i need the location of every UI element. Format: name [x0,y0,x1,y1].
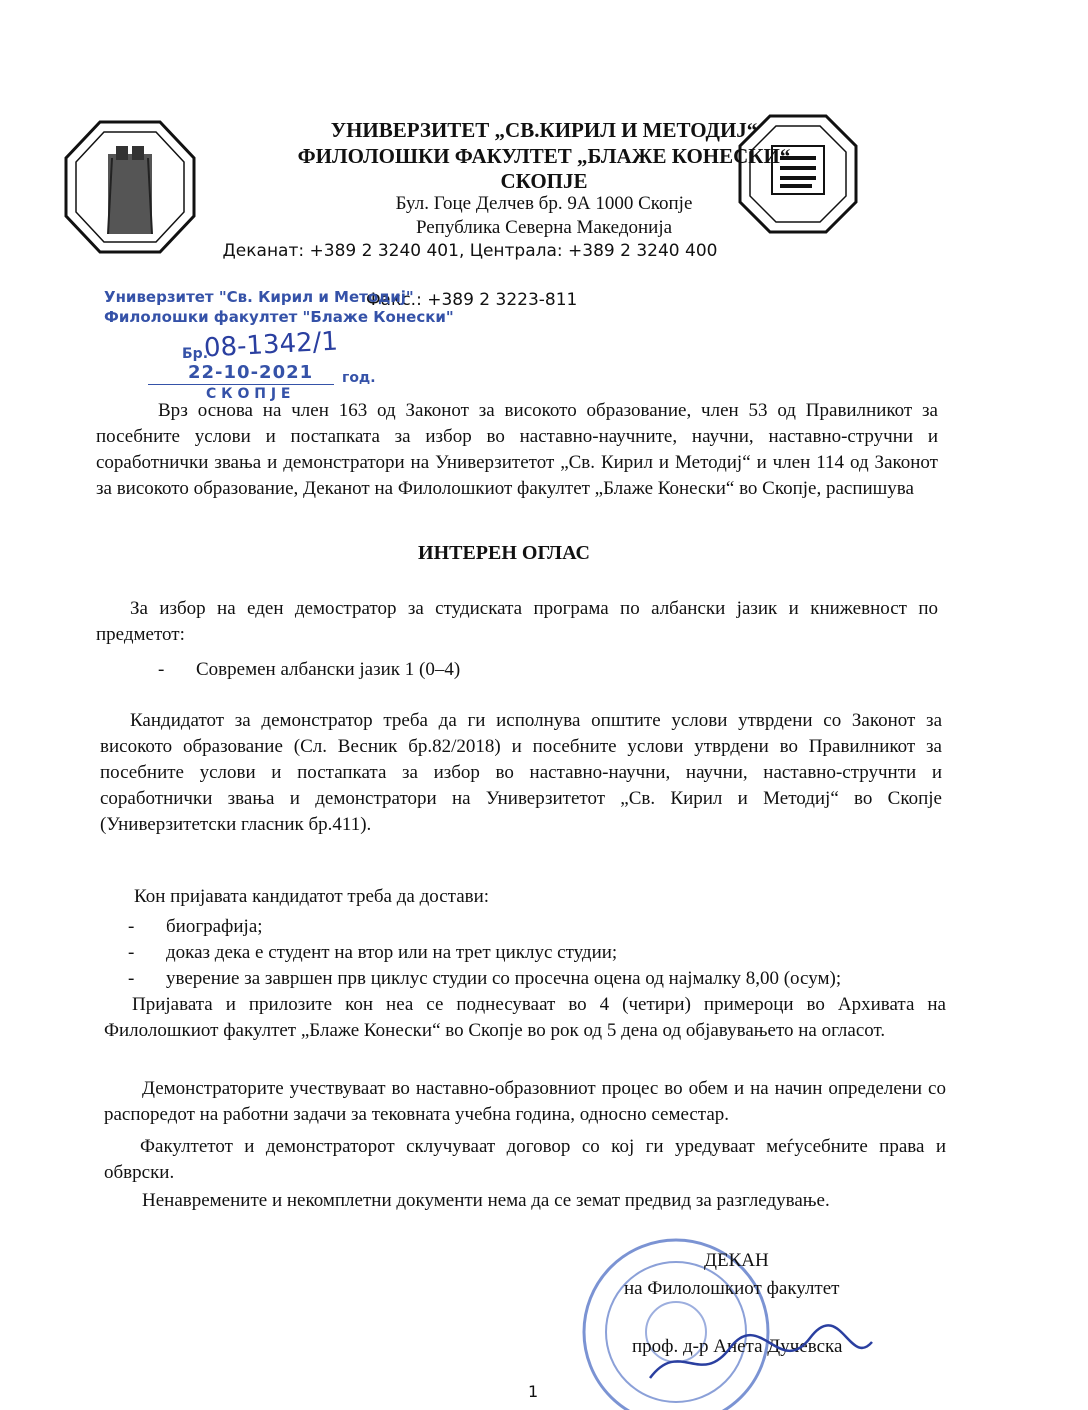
fax-number: Факс.: +389 2 3223-811 [366,290,578,310]
doc-item-text: биографија; [166,916,263,937]
signature-faculty: на Филолошкиот факултет [624,1278,840,1299]
list-item [128,914,263,940]
stamp-line-1: Универзитет "Св. Кирил и Методиј" [104,288,414,306]
subject-item: Современ албански јазик 1 (0–4) [196,659,461,680]
page-number: 1 [528,1382,539,1401]
intro-paragraph: Врз основа на член 163 од Законот за високото образование, член 53 од Правилникот за посебните услови и постапката за избор во наставно-научните, научни, наставно-стручни и соработнички звања и демонстратори на Универзитетот „Св. Кирил и Методиј“ и член 114 од Законот за високото образование, Деканот на Филолошкиот факултет „Блаже Конески“ во Скопје, распишува [96,400,938,499]
city-name: СКОПЈЕ [500,169,588,193]
signature-role: ДЕКАН [704,1250,769,1271]
list-item [128,966,841,992]
faculty-name: ФИЛОЛОШКИ ФАКУЛТЕТ „БЛАЖЕ КОНЕСКИ“ [297,144,791,168]
stamp-date: 22-10-2021 [188,362,314,383]
list-bullet: - [128,916,135,937]
stamp-city: С К О П Ј Е [206,386,291,402]
list-bullet: - [128,942,135,963]
conditions-paragraph: Кандидатот за демонстратор треба да ги исполнува општите услови утврдени со Законот за високото образование (Сл. Весник бр.82/2018) и посебните услови утврдени во Правилникот за посебните услови и постапката за избор во наставно-научни, научни, наставно-стручнти и соработнички звања и демонстратори на Универзитетот „Св. Кирил и Методиј“ во Скопје (Универзитетски гласник бр.411). [100,710,942,835]
document-title: ИНТЕРЕН ОГЛАС [418,542,590,564]
participation-paragraph: Демонстраторите учествуваат во наставно-образовниот процес во обем и на начин определени со распоредот на работни задачи за тековната учебна година, односно семестар. [104,1078,946,1125]
docs-intro: Кон пријавата кандидатот треба да достави: [134,886,490,907]
country: Република Северна Македонија [415,217,673,238]
signature-name: проф. д-р Анета Дучевска [632,1336,843,1357]
submission-paragraph: Пријавата и прилозите кон неа се поднесуваат во 4 (четири) примероци во Архивата на Филолошкиот факултет „Блаже Конески“ во Скопје во рок од 5 дена од објавувањето на огласот. [104,994,946,1041]
address: Бул. Гоце Делчев бр. 9А 1000 Скопје [395,193,693,214]
doc-item-text: уверение за завршен прв циклус студии со просечна оцена од најмалку 8,00 (осум); [166,968,842,989]
subject-list-item [158,657,460,683]
phone-numbers: Деканат: +389 2 3240 401, Централа: +389 2 3240 400 [222,241,718,261]
stamp-number-handwritten: 08-1342/1 [203,326,339,364]
stamp-number-label: Бр. [182,346,209,362]
doc-item-text: доказ дека е студент на втор или на трет циклус студии; [166,942,618,963]
position-paragraph: За избор на еден демостратор за студиската програма по албански јазик и книжевност по предметот: [96,598,938,645]
stamp-line-2: Филолошки факултет "Блаже Конески" [104,308,454,326]
list-item [128,940,617,966]
handwritten-signature [640,1318,880,1398]
university-name: УНИВЕРЗИТЕТ „СВ.КИРИЛ И МЕТОДИЈ“ [330,118,758,142]
list-bullet: - [158,659,165,680]
late-docs-note: Ненавремените и некомплетни документи нема да се земат предвид за разгледување. [142,1190,830,1211]
contract-paragraph: Факултетот и демонстраторот склучуваат договор со кој ги уредуваат меѓусебните права и обврски. [104,1136,946,1183]
list-bullet: - [128,968,135,989]
stamp-date-underline [148,384,334,385]
stamp-year-suffix: год. [342,370,376,386]
